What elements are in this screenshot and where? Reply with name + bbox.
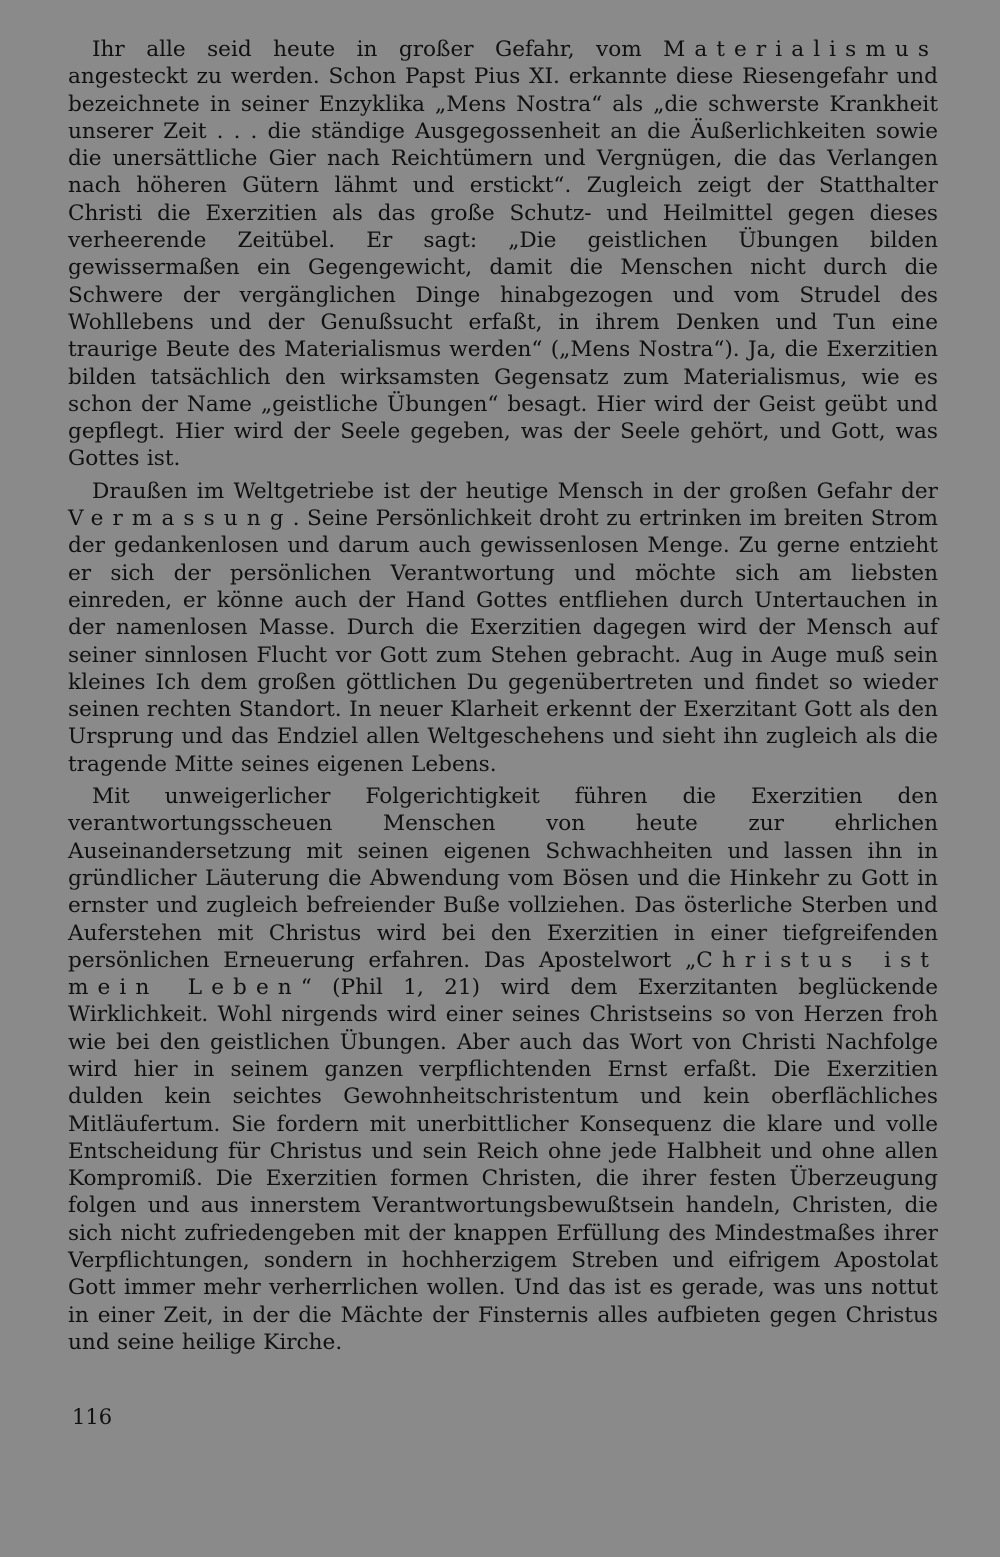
paragraph-2-text-1: Draußen im Weltgetriebe ist der heutige Mensch in der großen Gefahr der — [92, 478, 938, 504]
paragraph-1-text-2: angesteckt zu werden. Schon Papst Pius XI. erkannte diese Riesengefahr und bezeichnete in seiner Enzyklika „Mens Nostra“ als „die schwerste Krankheit unserer Zeit . . . die ständige Ausgegossenheit an die Äußerlichkeiten sowie die unersättliche Gier nach Reichtümern und Vergnügen, die das Verlangen nach höheren Gütern lähmt und erstickt“. Zugleich zeigt der Statthalter Christi die Exerzitien als das große Schutz- und Heilmittel gegen dieses verheerende Zeitübel. Er sagt: „Die geistlichen Übungen bilden gewissermaßen ein Gegengewicht, damit die Menschen nicht durch die Schwere der vergänglichen Dinge hinabgezogen und vom Strudel des Wohllebens und der Genußsucht erfaßt, in ihrem Denken und Tun eine traurige Beute des Materialismus werden“ („Mens Nostra“). Ja, die Exerzitien bilden tatsächlich den wirksamsten Gegensatz zum Materialismus, wie es schon der Name „geistliche Übungen“ besagt. Hier wird der Geist geübt und gepflegt. Hier wird der Seele gegeben, was der Seele gehört, und Gott, was Gottes ist. — [68, 64, 938, 472]
page-number: 116 — [72, 1405, 113, 1429]
page-body — [68, 36, 938, 1361]
paragraph-3 — [68, 783, 938, 1356]
paragraph-2-text-2: . Seine Persönlichkeit droht zu ertrinken im breiten Strom der gedankenlosen und darum auch gewissenlosen Menge. Zu gerne entzieht er sich der persönlichen Verantwortung und möchte sich am liebsten einreden, er könne auch der Hand Gottes entfliehen durch Untertauchen in der namenlosen Masse. Durch die Exerzitien dagegen wird der Mensch auf seiner sinnlosen Flucht vor Gott zum Stehen gebracht. Aug in Auge muß sein kleines Ich dem großen göttlichen Du gegenübertreten und findet so wieder seinen rechten Standort. In neuer Klarheit erkennt der Exerzitant Gott als den Ursprung und das Endziel allen Weltgeschehens und sieht ihn zugleich als die tragende Mitte seines eigenen Lebens. — [68, 506, 938, 777]
paragraph-3-text-1: Mit unweigerlicher Folgerichtigkeit führen die Exerzitien den verantwortungsscheuen Menschen von heute zur ehrlichen Auseinandersetzung mit seinen eigenen Schwachheiten und lassen ihn in gründlicher Läuterung die Abwendung vom Bösen und die Hinkehr zu Gott in ernster und zugleich befreiender Buße vollziehen. Das österliche Sterben und Auferstehen mit Christus wird bei den Exerzitien in einer tiefgreifenden persönlichen Erneuerung erfahren. Das Apostelwort „ — [68, 784, 938, 973]
paragraph-1 — [68, 36, 938, 473]
paragraph-1-spaced-word: Materialismus — [663, 37, 938, 62]
paragraph-3-spaced-quote: Christus ist mein Leben — [68, 947, 938, 1001]
paragraph-2-spaced-word: Vermassung — [68, 506, 293, 532]
paragraph-1-text-1: Ihr alle seid heute in großer Gefahr, vom — [92, 37, 664, 62]
paragraph-2 — [68, 478, 938, 778]
paragraph-3-text-2: “ (Phil 1, 21) wird dem Exerzitanten beglückende Wirklichkeit. Wohl nirgends wird einer seines Christseins so von Herzen froh wie bei den geistlichen Übungen. Aber auch das Wort von Christi Nachfolge wird hier in seinem ganzen verpflichtenden Ernst erfaßt. Die Exerzitien dulden kein seichtes Gewohnheitschristentum und kein oberflächliches Mitläufertum. Sie fordern mit unerbittlicher Konsequenz die klare und volle Entscheidung für Christus und sein Reich ohne jede Halbheit und ohne allen Kompromiß. Die Exerzitien formen Christen, die ihrer festen Überzeugung folgen und aus innerstem Verantwortungsbewußtsein handeln, Christen, die sich nicht zufriedengeben mit der knappen Erfüllung des Mindestmaßes ihrer Verpflichtungen, sondern in hochherzigem Streben und eifrigem Apostolat Gott immer mehr verherrlichen wollen. Und das ist es gerade, was uns nottut in einer Zeit, in der die Mächte der Finsternis alles aufbieten gegen Christus und seine heilige Kirche. — [68, 975, 939, 1355]
